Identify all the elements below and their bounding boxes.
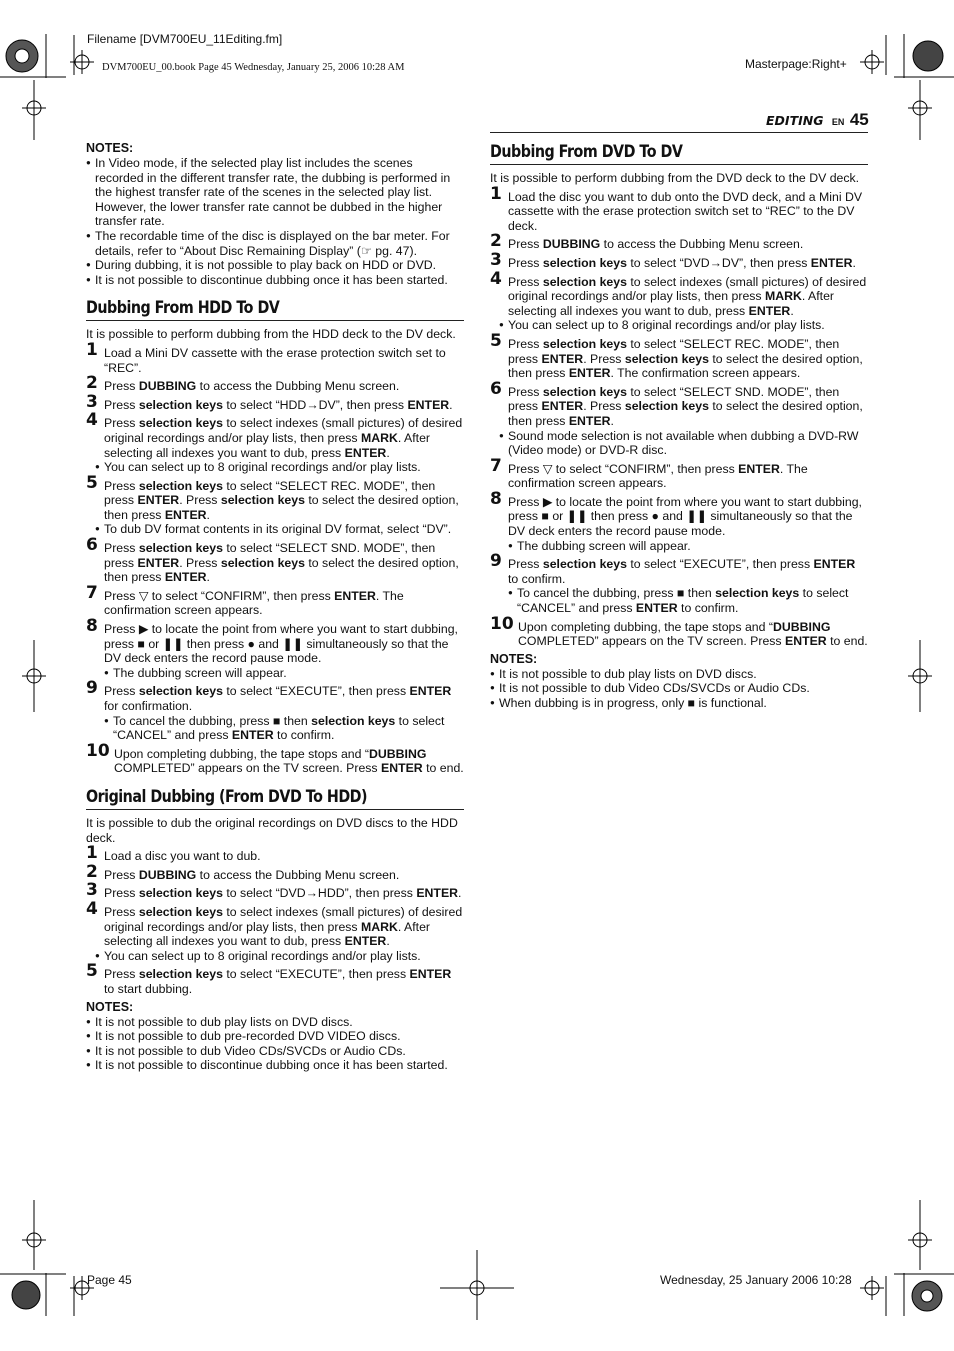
step-number: 3 (86, 880, 98, 901)
step-text: Press selection keys to select “EXECUTE”, then press ENTER to start dubbing. (104, 967, 452, 996)
step-text: Press selection keys to select indexes (small pictures) of desired original recordings and/or play lists, then press MARK. After selecting all indexes you want to dub, press ENTER. (104, 416, 463, 460)
step-number: 2 (490, 231, 502, 252)
filename-label: Filename [DVM700EU_11Editing.fm] (87, 32, 283, 46)
step-number: 4 (490, 268, 502, 289)
step-number: 5 (490, 330, 502, 351)
section-rule (86, 320, 464, 321)
step-number: 4 (86, 898, 98, 919)
step-text: Press selection keys to select “DVD→DV”, then press ENTER. (508, 255, 856, 270)
note-item: ● It is not possible to discontinue dubbing once it has been started. (86, 1058, 464, 1073)
step-number: 7 (86, 582, 98, 603)
page-number: 45 (849, 110, 869, 129)
header-rule (490, 132, 868, 133)
step-5 (86, 961, 464, 996)
step-number: 3 (490, 249, 502, 270)
step-number: 1 (86, 339, 98, 360)
footer-date: Wednesday, 25 January 2006 10:28 (660, 1273, 852, 1287)
step-2 (490, 231, 868, 252)
step-number: 4 (86, 410, 98, 431)
section-intro: It is possible to dub the original recordings on DVD discs to the HDD deck. (86, 815, 458, 845)
notes-list (490, 667, 868, 711)
step-text: Press selection keys to select “SELECT REC. MODE”, then press ENTER. Press selection keys to select the desired option, then press ENTER. The confirmation screen appears. (508, 336, 863, 381)
step-text: Press selection keys to select “HDD→DV”, then press ENTER. (104, 397, 453, 412)
step-3 (490, 249, 868, 271)
step-text: Press selection keys to select indexes (small pictures) of desired original recordings and/or play lists, then press MARK. After selecting all indexes you want to dub, press ENTER. (104, 904, 463, 949)
note-item: ● It is not possible to dub play lists on DVD discs. (490, 667, 868, 682)
step-5 (490, 330, 868, 381)
notes-heading: NOTES: (86, 999, 134, 1014)
note-item: ● When dubbing is in progress, only ■ is functional. (490, 696, 868, 711)
step-text: Load a disc you want to dub. (104, 849, 261, 864)
step-text: Press selection keys to select “EXECUTE”, then press ENTER for confirmation. (104, 684, 452, 713)
step-4 (490, 268, 868, 319)
notes-list (86, 1015, 464, 1073)
step-number: 1 (86, 843, 98, 864)
step-8 (86, 616, 464, 666)
step-text: Press DUBBING to access the Dubbing Menu screen. (104, 867, 400, 882)
lang-label: EN (831, 117, 845, 127)
left-column (86, 141, 464, 1073)
step-text: Press ▽ to select “CONFIRM”, then press ENTER. The confirmation screen appears. (508, 461, 808, 491)
step-note: ● To cancel the dubbing, press ■ then selection keys to select “CANCEL” and press ENTER to confirm. (490, 586, 868, 615)
step-4 (86, 410, 464, 460)
section-intro: It is possible to perform dubbing from the HDD deck to the DV deck. (86, 327, 456, 342)
step-text: Press ▽ to select “CONFIRM”, then press ENTER. The confirmation screen appears. (104, 588, 404, 618)
step-text: Press selection keys to select indexes (small pictures) of desired original recordings and/or play lists, then press MARK. After selecting all indexes you want to dub, press ENTER. (508, 274, 867, 318)
step-number: 3 (86, 391, 98, 412)
step-number: 5 (86, 472, 98, 493)
step-10 (86, 740, 464, 776)
step-number: 9 (490, 551, 502, 572)
step-note: ● You can select up to 8 original recordings and/or play lists. (86, 949, 464, 964)
step-text: Upon completing dubbing, the tape stops and “DUBBING COMPLETED” appears on the TV screen. Press ENTER to end. (114, 746, 464, 776)
section-rule (86, 809, 464, 810)
note-item: ● It is not possible to dub pre-recorded DVD VIDEO discs. (86, 1029, 464, 1044)
step-3 (86, 391, 464, 413)
step-1 (490, 183, 868, 234)
step-text: Press selection keys to select “SELECT SND. MODE”, then press ENTER. Press selection keys to select the desired option, then press ENTER. (104, 541, 459, 585)
step-7 (86, 582, 464, 618)
step-number: 1 (490, 183, 502, 204)
step-note: ● To dub DV format contents in its original DV format, select “DV”. (86, 522, 464, 537)
step-note: ● The dubbing screen will appear. (490, 539, 868, 554)
step-text: Press ▶ to locate the point from where you want to start dubbing, press ■ or ❚❚ then press ● and ❚❚ simultaneously so that the DV deck enters the record pause mode. (104, 622, 458, 666)
step-9 (86, 678, 464, 713)
step-note: ● You can select up to 8 original recordings and/or play lists. (86, 460, 464, 475)
note-item: ● In Video mode, if the selected play list includes the scenes recorded in the different transfer rate, the dubbing is performed in the highest transfer rate of the scenes in the selected play list. However, the lower transfer rate cannot be dubbed in the higher transfer rate. (86, 156, 464, 229)
step-10 (490, 613, 868, 649)
step-note: ● You can select up to 8 original recordings and/or play lists. (490, 318, 868, 333)
note-item: ● It is not possible to dub Video CDs/SVCDs or Audio CDs. (490, 681, 868, 696)
note-item: ● During dubbing, it is not possible to play back on HDD or DVD. (86, 258, 464, 273)
section-label: EDITING (766, 113, 824, 128)
step-number: 5 (86, 961, 98, 982)
step-text: Press DUBBING to access the Dubbing Menu screen. (508, 237, 804, 252)
step-text: Press selection keys to select “SELECT REC. MODE”, then press ENTER. Press selection keys to select the desired option, then press ENTER. (104, 478, 459, 522)
step-4 (86, 898, 464, 949)
step-text: Press ▶ to locate the point from where you want to start dubbing, press ■ or ❚❚ then press ● and ❚❚ simultaneously so that the DV deck enters the record pause mode. (508, 494, 862, 539)
note-item: ● It is not possible to dub Video CDs/SVCDs or Audio CDs. (86, 1044, 464, 1059)
step-number: 6 (86, 535, 98, 556)
step-number: 7 (490, 455, 502, 476)
notes-heading: NOTES: (86, 141, 134, 155)
section-title-original-dubbing: Original Dubbing (From DVD To HDD) (86, 786, 368, 807)
step-number: 2 (86, 373, 98, 394)
section-title-dvd-to-dv: Dubbing From DVD To DV (490, 142, 683, 162)
book-info-line: DVM700EU_00.book Page 45 Wednesday, January 25, 2006 10:28 AM (102, 62, 405, 73)
step-text: Press selection keys to select “SELECT SND. MODE”, then press ENTER. Press selection keys to select the desired option, then press ENTER. (508, 384, 863, 428)
step-number: 2 (86, 861, 98, 882)
step-1 (86, 339, 464, 375)
step-text: Load the disc you want to dub onto the DVD deck, and a Mini DV cassette with the erase protection switch set to “REC” to the DV deck. (508, 189, 863, 233)
step-number: 6 (490, 378, 502, 399)
step-text: Load a Mini DV cassette with the erase protection switch set to “REC”. (104, 345, 446, 375)
masterpage-label: Masterpage:Right+ (745, 57, 847, 71)
step-1 (86, 843, 464, 864)
step-text: Upon completing dubbing, the tape stops and “DUBBING COMPLETED” appears on the TV screen. Press ENTER to end. (518, 619, 868, 649)
step-9 (490, 551, 868, 586)
step-number: 10 (86, 740, 110, 761)
step-number: 8 (490, 488, 502, 509)
step-note: ● The dubbing screen will appear. (86, 666, 464, 681)
step-number: 8 (86, 616, 98, 637)
step-note: ● To cancel the dubbing, press ■ then selection keys to select “CANCEL” and press ENTER to confirm. (86, 714, 464, 743)
step-6 (490, 378, 868, 429)
step-text: Press selection keys to select “EXECUTE”, then press ENTER to confirm. (508, 557, 856, 586)
step-5 (86, 472, 464, 523)
step-2 (86, 861, 464, 883)
step-6 (86, 535, 464, 585)
step-text: Press selection keys to select “DVD→HDD”, then press ENTER. (104, 886, 462, 901)
step-text: Press DUBBING to access the Dubbing Menu screen. (104, 379, 400, 394)
note-item: ● It is not possible to dub play lists on DVD discs. (86, 1015, 464, 1030)
note-item: ● It is not possible to discontinue dubbing once it has been started. (86, 273, 464, 288)
section-title-hdd-to-dv: Dubbing From HDD To DV (86, 298, 280, 319)
right-column (490, 141, 868, 711)
step-8 (490, 488, 868, 539)
footer-page: Page 45 (87, 1273, 132, 1287)
note-item: ● The recordable time of the disc is displayed on the bar meter. For details, refer to “About Disc Remaining Display” (☞ pg. 47). (86, 229, 464, 258)
step-note: ● Sound mode selection is not available when dubbing a DVD-RW (Video mode) or DVD-R disc. (490, 429, 868, 458)
step-7 (490, 455, 868, 491)
notes-heading: NOTES: (490, 651, 538, 666)
step-3 (86, 880, 464, 901)
page-header (766, 110, 869, 130)
section-intro: It is possible to perform dubbing from the DVD deck to the DV deck. (490, 171, 860, 185)
step-2 (86, 373, 464, 394)
step-number: 10 (490, 613, 514, 634)
section-rule (490, 164, 868, 165)
step-number: 9 (86, 678, 98, 699)
notes-list (86, 156, 464, 287)
